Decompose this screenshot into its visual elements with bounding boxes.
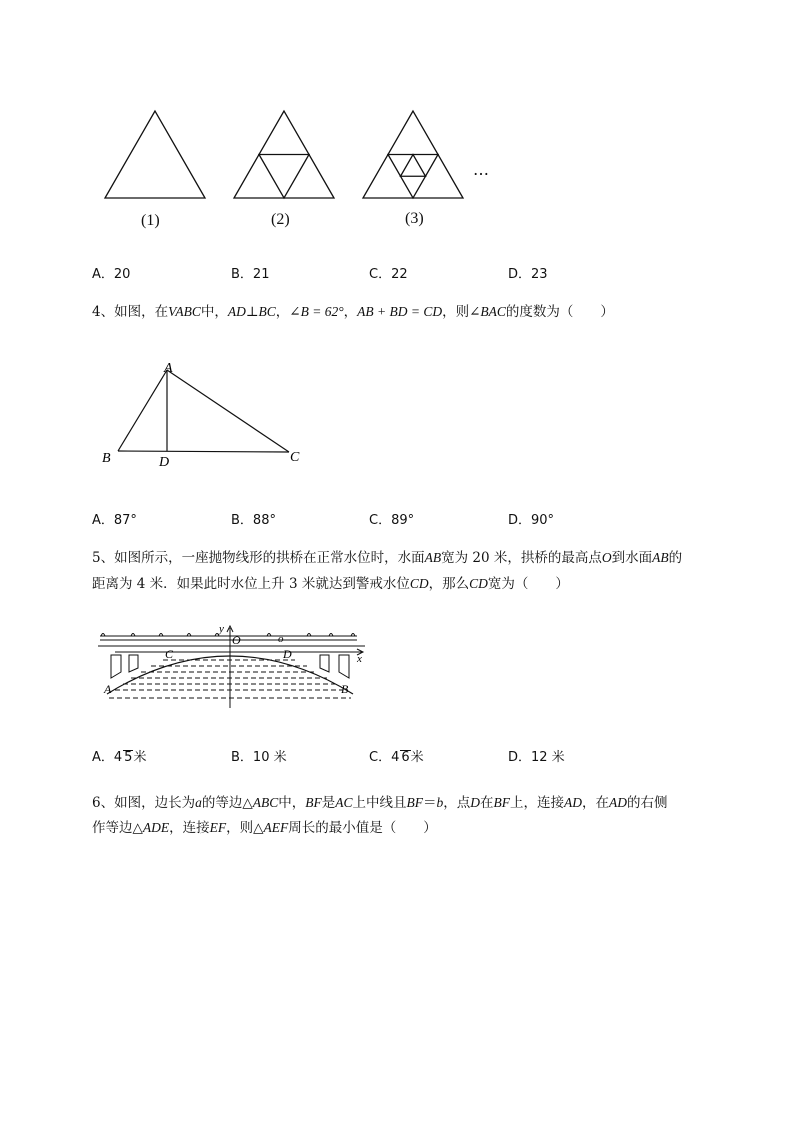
q5-question-line-2: 距离为 4 米．如果此时水位上升 3 米就达到警戒水位CD，那么CD宽为（ ） xyxy=(92,576,569,592)
figure-label-2: (2) xyxy=(271,211,290,228)
q5-option-c: C．4 6米 xyxy=(369,750,424,765)
triangle-1-outer xyxy=(105,111,205,198)
ellipsis: … xyxy=(473,160,489,179)
point-a-label: A xyxy=(164,361,173,376)
q4-option-a: A．87° xyxy=(92,513,137,528)
q3-option-c: C．22 xyxy=(369,267,408,282)
q5-question-line-1: 5、如图所示，一座抛物线形的拱桥在正常水位时，水面AB宽为 20 米，拱桥的最高点O到水面AB的 xyxy=(92,550,683,566)
triangle-3-innermost xyxy=(401,155,426,177)
x-axis-label: x xyxy=(357,653,362,665)
point-c-label: C xyxy=(290,450,300,465)
y-axis-label: y xyxy=(219,623,224,635)
figure-label-3: (3) xyxy=(405,210,424,227)
point-b-label: B xyxy=(102,451,111,466)
point-a-label: A xyxy=(104,682,112,696)
q4-option-b: B．88° xyxy=(231,513,276,528)
q3-option-d: D．23 xyxy=(508,267,548,282)
q5-option-d: D．12 米 xyxy=(508,750,565,765)
point-c-label: C xyxy=(165,647,174,661)
point-d-label: D xyxy=(159,455,170,470)
triangle-pattern-figure xyxy=(0,0,794,240)
q5-bridge-figure xyxy=(95,620,375,710)
triangle-2-inner xyxy=(259,155,309,199)
q5-option-b: B．10 米 xyxy=(231,750,287,765)
q6-question-line-2: 作等边△ADE，连接EF，则△AEF周长的最小值是（ ） xyxy=(92,820,437,836)
q5-option-a: A．4 5米 xyxy=(92,750,147,765)
q3-option-b: B．21 xyxy=(231,267,270,282)
point-b-label: B xyxy=(341,682,349,696)
o-small-label: ō xyxy=(278,633,284,645)
q3-option-a: A．20 xyxy=(92,267,131,282)
q4-option-c: C．89° xyxy=(369,513,415,528)
q6-question-line-1: 6、如图，边长为a的等边△ABC中，BF是AC上中线且BF＝b，点D在BF上，连接AD，在AD的右侧 xyxy=(92,795,668,811)
point-d-label: D xyxy=(283,647,292,661)
q4-question-text: 4、如图，在VABC中，AD⊥BC，∠B = 62°，AB + BD = CD，则∠BAC的度数为（ ） xyxy=(92,304,614,320)
origin-o-label: O xyxy=(232,633,241,647)
figure-label-1: (1) xyxy=(141,212,160,229)
q4-option-d: D．90° xyxy=(508,513,555,528)
q4-triangle-figure xyxy=(90,355,320,475)
